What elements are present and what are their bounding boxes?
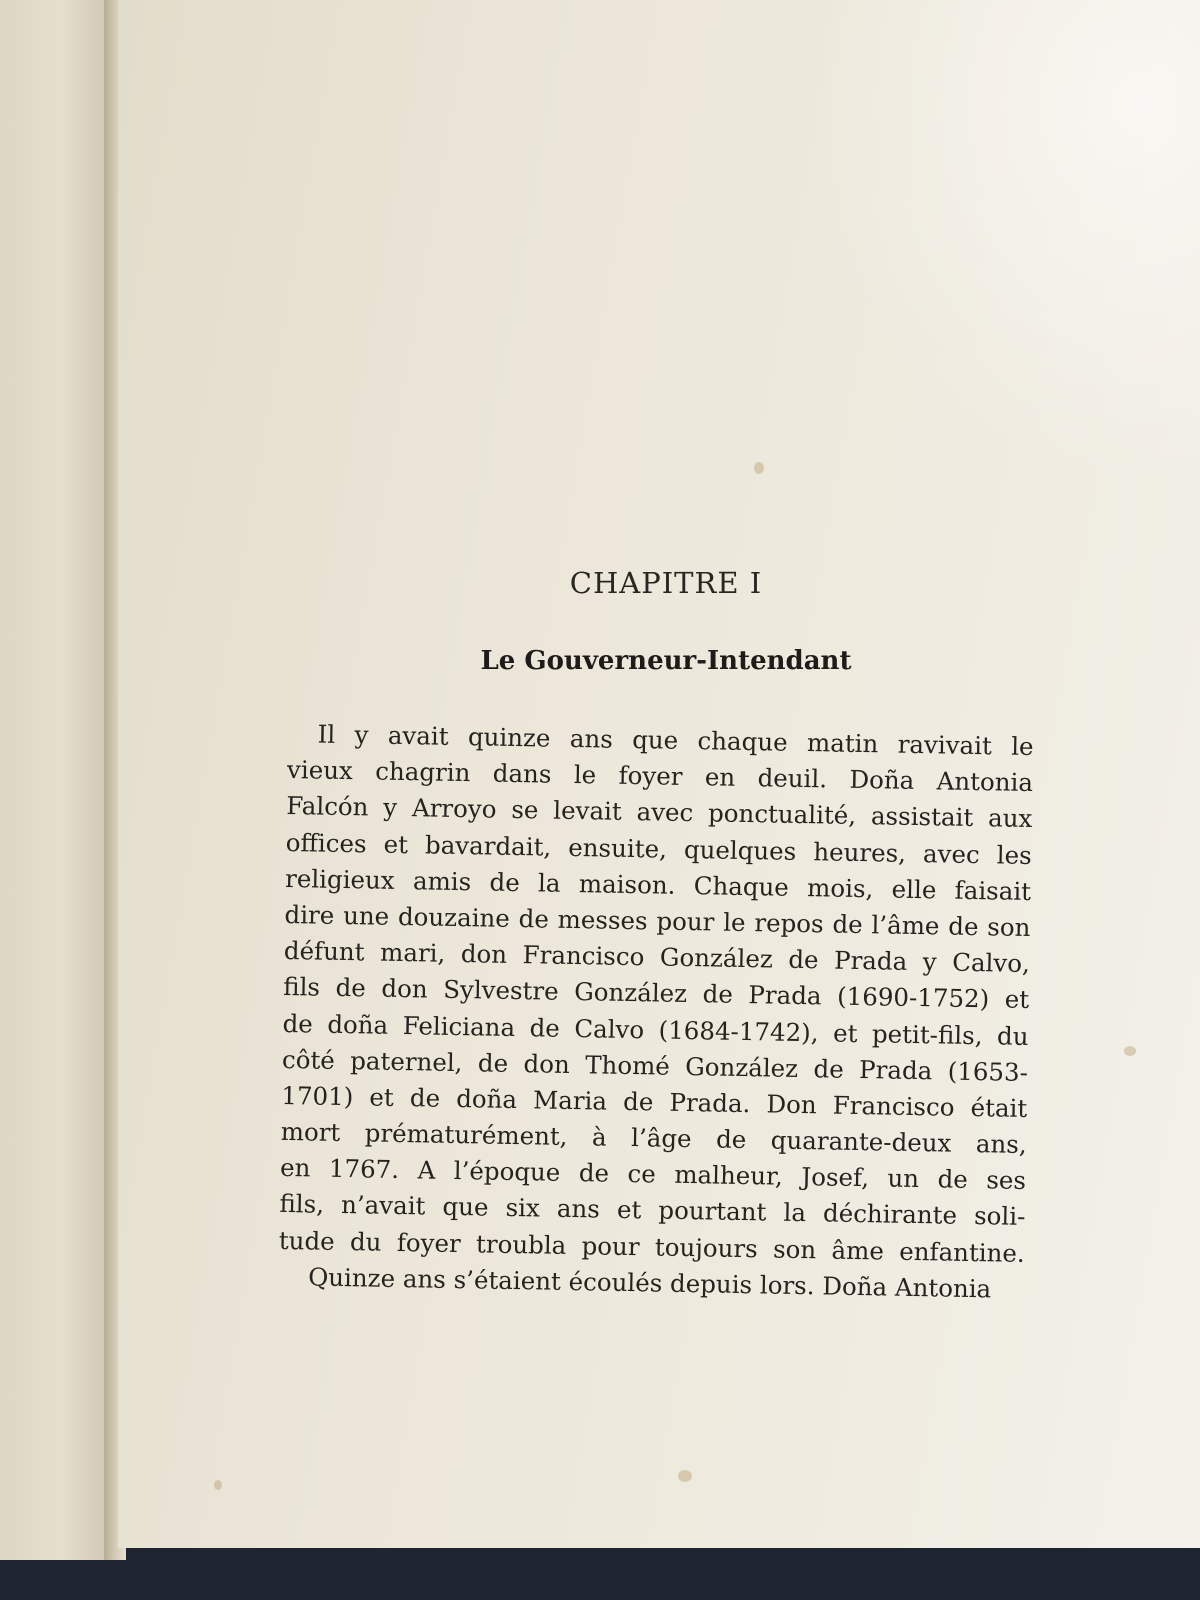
text-line: fils de don Sylvestre González de Prada (1690-1752) et xyxy=(283,972,1030,1015)
text-line: de doña Feliciana de Calvo (1684-1742), et petit-fils, du xyxy=(282,1008,1029,1051)
body-paragraph xyxy=(278,716,1034,1308)
foxing-spot xyxy=(678,1470,692,1482)
text-line: religieux amis de la maison. Chaque mois, elle faisait xyxy=(284,863,1032,906)
text-line: tude du foyer troubla pour toujours son âme enfantine. xyxy=(278,1225,1025,1268)
text-line: fils, n’avait que six ans et pourtant la déchirante soli- xyxy=(279,1189,1026,1232)
foxing-spot xyxy=(214,1480,222,1490)
text-line: dire une douzaine de messes pour le repos de l’âme de son xyxy=(284,899,1031,942)
foxing-spot xyxy=(754,462,764,474)
chapter-number: CHAPITRE I xyxy=(569,566,763,600)
chapter-title: Le Gouverneur-Intendant xyxy=(480,646,852,676)
text-line: Quinze ans s’étaient écoulés depuis lors. Doña Antonia xyxy=(307,1262,992,1304)
light-glare xyxy=(780,0,1200,520)
text-line: mort prématurément, à l’âge de quarante-deux ans, xyxy=(280,1117,1027,1160)
left-page-edge xyxy=(0,0,112,1560)
text-line: 1701) et de doña Maria de Prada. Don Francisco était xyxy=(281,1080,1028,1123)
text-line: Il y avait quinze ans que chaque matin ravivait le xyxy=(317,719,1034,762)
text-line: Falcón y Arroyo se levait avec ponctualité, assistait aux xyxy=(286,791,1033,834)
text-line: en 1767. A l’époque de ce malheur, Josef, un de ses xyxy=(279,1153,1027,1196)
text-line: vieux chagrin dans le foyer en deuil. Doña Antonia xyxy=(286,755,1034,798)
text-line: offices et bavardait, ensuite, quelques heures, avec les xyxy=(285,827,1032,870)
foxing-spot xyxy=(1124,1046,1136,1056)
text-line: défunt mari, don Francisco González de Prada y Calvo, xyxy=(283,936,1031,979)
text-line: côté paternel, de don Thomé González de Prada (1653- xyxy=(281,1044,1029,1087)
